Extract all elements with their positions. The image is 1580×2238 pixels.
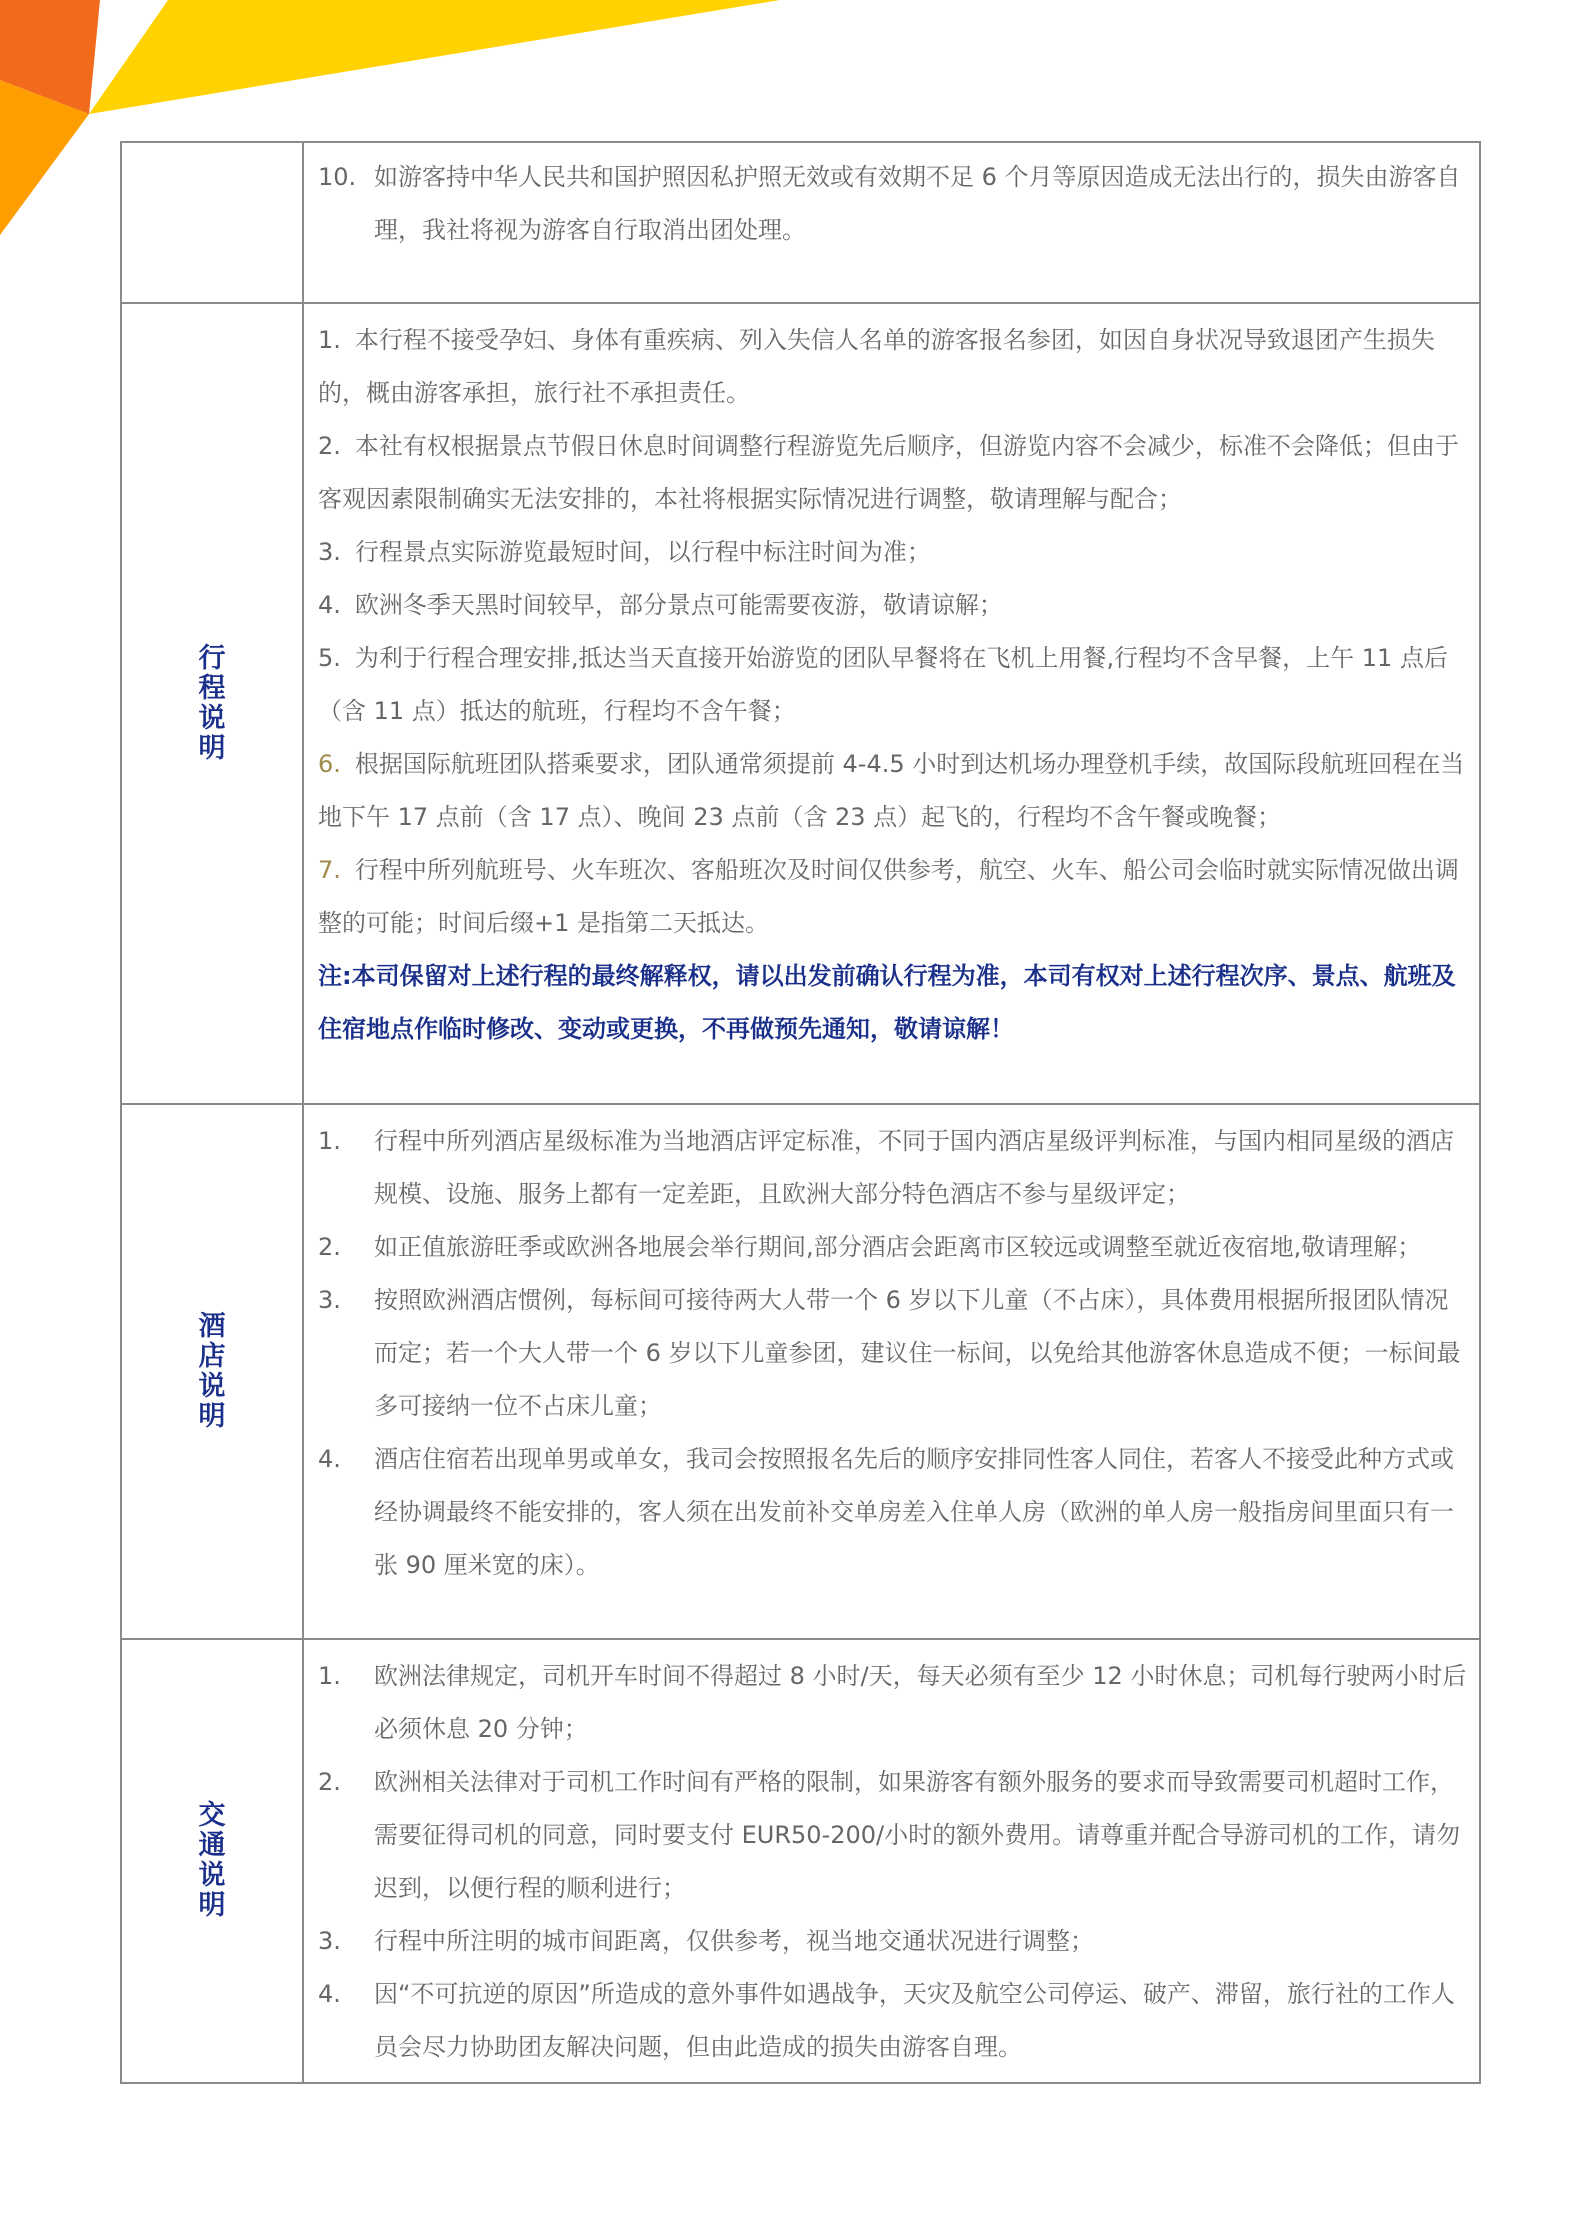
section-label-cell <box>121 1104 303 1639</box>
list-item <box>318 1968 1469 2074</box>
list-item <box>318 1650 1469 1756</box>
item-text: 如游客持中华人民共和国护照因私护照无效或有效期不足 6 个月等原因造成无法出行的，损失由游客自理，我社将视为游客自行取消出团处理。 <box>374 163 1461 244</box>
section-label-hotel: 酒店说明 <box>198 1310 226 1432</box>
section-content-cell <box>303 1639 1480 2083</box>
item-number: 4. <box>318 591 341 619</box>
item-text: 酒店住宿若出现单男或单女，我司会按照报名先后的顺序安排同性客人同住，若客人不接受此种方式或经协调最终不能安排的，客人须在出发前补交单房差入住单人房（欧洲的单人房一般指房间里面只有一张 90 厘米宽的床）。 <box>374 1445 1454 1579</box>
item-number: 4. <box>318 1980 341 2008</box>
list-item <box>318 1756 1469 1915</box>
item-number: 10. <box>318 163 357 191</box>
table-row-continuation <box>121 142 1480 303</box>
item-number: 4. <box>318 1445 341 1473</box>
item-number: 1. <box>318 1127 341 1155</box>
item-text: 按照欧洲酒店惯例，每标间可接待两大人带一个 6 岁以下儿童（不占床），具体费用根据所报团队情况而定；若一个大人带一个 6 岁以下儿童参团，建议住一标间，以免给其他游客休息造成不便；一标间最多可接纳一位不占床儿童； <box>374 1286 1461 1420</box>
item-number: 3. <box>318 1286 341 1314</box>
item-text: 欧洲相关法律对于司机工作时间有严格的限制，如果游客有额外服务的要求而导致需要司机超时工作，需要征得司机的同意，同时要支付 EUR50-200/小时的额外费用。请尊重并配合导游司机的工作，请勿迟到，以便行程的顺利进行； <box>374 1768 1461 1902</box>
section-content-cell <box>303 1104 1480 1639</box>
item-text: 如正值旅游旺季或欧洲各地展会举行期间,部分酒店会距离市区较远或调整至就近夜宿地,敬请理解； <box>374 1233 1422 1261</box>
section-label-transport: 交通说明 <box>198 1800 226 1921</box>
list-item <box>318 1915 1469 1968</box>
list-item <box>318 420 1469 526</box>
section-label-itinerary: 行程说明 <box>198 642 226 764</box>
item-number: 1. <box>318 1662 341 1690</box>
list-item <box>318 738 1469 844</box>
table-row-transport <box>121 1639 1480 2083</box>
banner-shape-yellow <box>89 0 780 114</box>
list-item <box>318 579 1469 632</box>
item-number: 1. <box>318 326 341 354</box>
item-text: 本社有权根据景点节假日休息时间调整行程游览先后顺序，但游览内容不会减少，标准不会降低；但由于客观因素限制确实无法安排的，本社将根据实际情况进行调整，敬请理解与配合； <box>318 432 1459 513</box>
list-item <box>318 1274 1469 1433</box>
item-text: 为利于行程合理安排,抵达当天直接开始游览的团队早餐将在飞机上用餐,行程均不含早餐，上午 11 点后（含 11 点）抵达的航班，行程均不含午餐； <box>318 644 1448 725</box>
item-text: 根据国际航班团队搭乘要求，团队通常须提前 4-4.5 小时到达机场办理登机手续，故国际段航班回程在当地下午 17 点前（含 17 点）、晚间 23 点前（含 23 点）起飞的，行程均不含午餐或晚餐； <box>318 750 1465 831</box>
list-item <box>318 1115 1469 1221</box>
item-number: 5. <box>318 644 341 672</box>
section-content-cell <box>303 303 1480 1104</box>
section-label-cell <box>121 1639 303 2083</box>
list-item <box>318 526 1469 579</box>
list-item <box>318 314 1469 420</box>
section-label-cell <box>121 142 303 303</box>
list-item <box>318 151 1469 257</box>
item-text: 因“不可抗逆的原因”所造成的意外事件如遇战争，天灾及航空公司停运、破产、滞留，旅行社的工作人员会尽力协助团友解决问题，但由此造成的损失由游客自理。 <box>374 1980 1455 2061</box>
table-row-hotel <box>121 1104 1480 1639</box>
table-row-itinerary <box>121 303 1480 1104</box>
item-text: 行程景点实际游览最短时间，以行程中标注时间为准； <box>354 538 931 566</box>
item-text: 行程中所列航班号、火车班次、客船班次及时间仅供参考，航空、火车、船公司会临时就实际情况做出调整的可能；时间后缀+1 是指第二天抵达。 <box>318 856 1459 937</box>
item-text: 本行程不接受孕妇、身体有重疾病、列入失信人名单的游客报名参团，如因自身状况导致退团产生损失的，概由游客承担，旅行社不承担责任。 <box>318 326 1435 407</box>
list-item <box>318 844 1469 950</box>
item-text: 欧洲法律规定，司机开车时间不得超过 8 小时/天，每天必须有至少 12 小时休息；司机每行驶两小时后必须休息 20 分钟； <box>374 1662 1467 1743</box>
section-content-cell <box>303 142 1480 303</box>
item-text: 行程中所列酒店星级标准为当地酒店评定标准，不同于国内酒店星级评判标准，与国内相同星级的酒店规模、设施、服务上都有一定差距，且欧洲大部分特色酒店不参与星级评定； <box>374 1127 1454 1208</box>
list-item <box>318 632 1469 738</box>
item-number: 6. <box>318 750 341 778</box>
list-item <box>318 1433 1469 1592</box>
item-number: 3. <box>318 538 341 566</box>
item-number: 2. <box>318 1768 341 1796</box>
list-item <box>318 1221 1469 1274</box>
item-text: 欧洲冬季天黑时间较早，部分景点可能需要夜游，敬请谅解； <box>354 591 1003 619</box>
item-number: 3. <box>318 1927 341 1955</box>
item-number: 7. <box>318 856 341 884</box>
item-number: 2. <box>318 432 341 460</box>
item-text: 行程中所注明的城市间距离，仅供参考，视当地交通状况进行调整； <box>374 1927 1094 1955</box>
disclaimer-note: 注:本司保留对上述行程的最终解释权，请以出发前确认行程为准，本司有权对上述行程次序、景点、航班及住宿地点作临时修改、变动或更换，不再做预先通知，敬请谅解！ <box>318 962 1456 1043</box>
itinerary-terms-table <box>120 141 1481 2084</box>
section-label-cell <box>121 303 303 1104</box>
item-number: 2. <box>318 1233 341 1261</box>
